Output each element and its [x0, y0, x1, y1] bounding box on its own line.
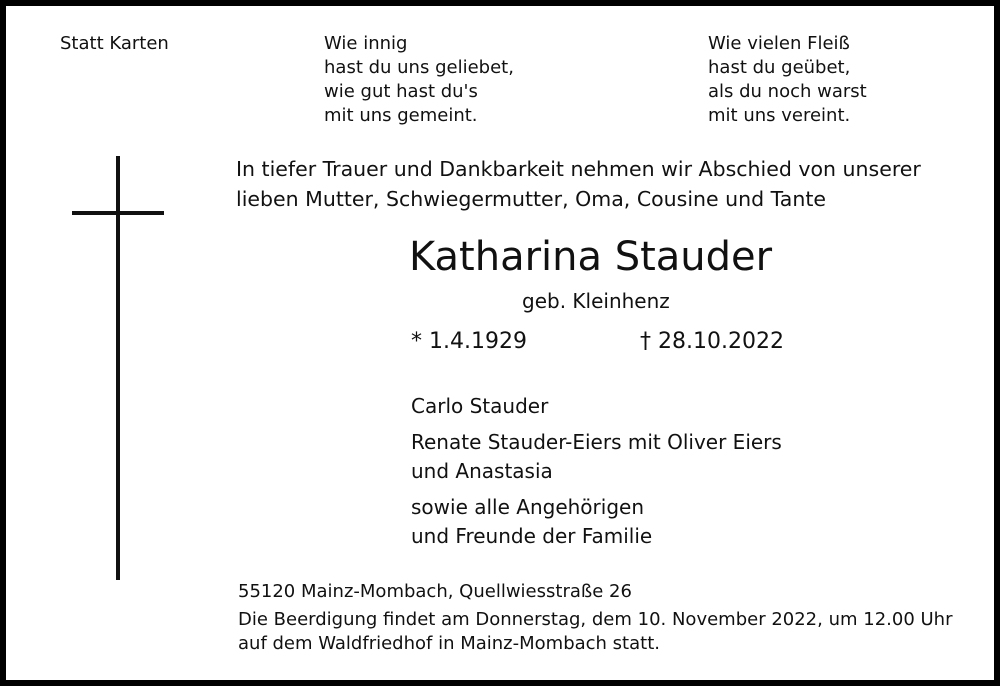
- deceased-name: Katharina Stauder: [409, 234, 773, 280]
- mourners-list: [411, 392, 782, 558]
- verse-left-line: mit uns gemeint.: [324, 105, 478, 126]
- mourner-line: Carlo Stauder: [411, 394, 549, 418]
- birth-date: * 1.4.1929: [411, 329, 527, 354]
- verse-left-line: hast du uns geliebet,: [324, 57, 514, 78]
- death-date: † 28.10.2022: [640, 329, 784, 354]
- verse-left: [324, 32, 514, 128]
- address-line: 55120 Mainz-Mombach, Quellwiesstraße 26: [238, 581, 632, 602]
- mourner-group: [411, 428, 782, 486]
- verse-right-line: Wie vielen Fleiß: [708, 33, 850, 54]
- intro-line: lieben Mutter, Schwiegermutter, Oma, Cousine und Tante: [236, 187, 827, 211]
- verse-left-line: Wie innig: [324, 33, 408, 54]
- mourner-line: Renate Stauder-Eiers mit Oliver Eiers: [411, 430, 782, 454]
- intro-line: In tiefer Trauer und Dankbarkeit nehmen wir Abschied von unserer: [236, 157, 921, 181]
- cross-horizontal-bar: [72, 211, 164, 215]
- verse-right-line: als du noch warst: [708, 81, 867, 102]
- mourner-group: [411, 493, 782, 551]
- funeral-line: auf dem Waldfriedhof in Mainz-Mombach statt.: [238, 633, 660, 654]
- funeral-line: Die Beerdigung findet am Donnerstag, dem 10. November 2022, um 12.00 Uhr: [238, 609, 953, 630]
- intro-text: [236, 154, 921, 214]
- mourner-line: sowie alle Angehörigen: [411, 495, 644, 519]
- mourner-line: und Freunde der Familie: [411, 524, 653, 548]
- verse-left-line: wie gut hast du's: [324, 81, 478, 102]
- mourner-line: und Anastasia: [411, 459, 553, 483]
- statt-karten-label: Statt Karten: [60, 33, 169, 54]
- verse-right-line: mit uns vereint.: [708, 105, 851, 126]
- cross-vertical-bar: [116, 156, 120, 580]
- mourner-group: [411, 392, 782, 421]
- maiden-name: geb. Kleinhenz: [522, 289, 670, 313]
- verse-right: [708, 32, 867, 128]
- verse-right-line: hast du geübet,: [708, 57, 851, 78]
- funeral-details: [238, 608, 952, 656]
